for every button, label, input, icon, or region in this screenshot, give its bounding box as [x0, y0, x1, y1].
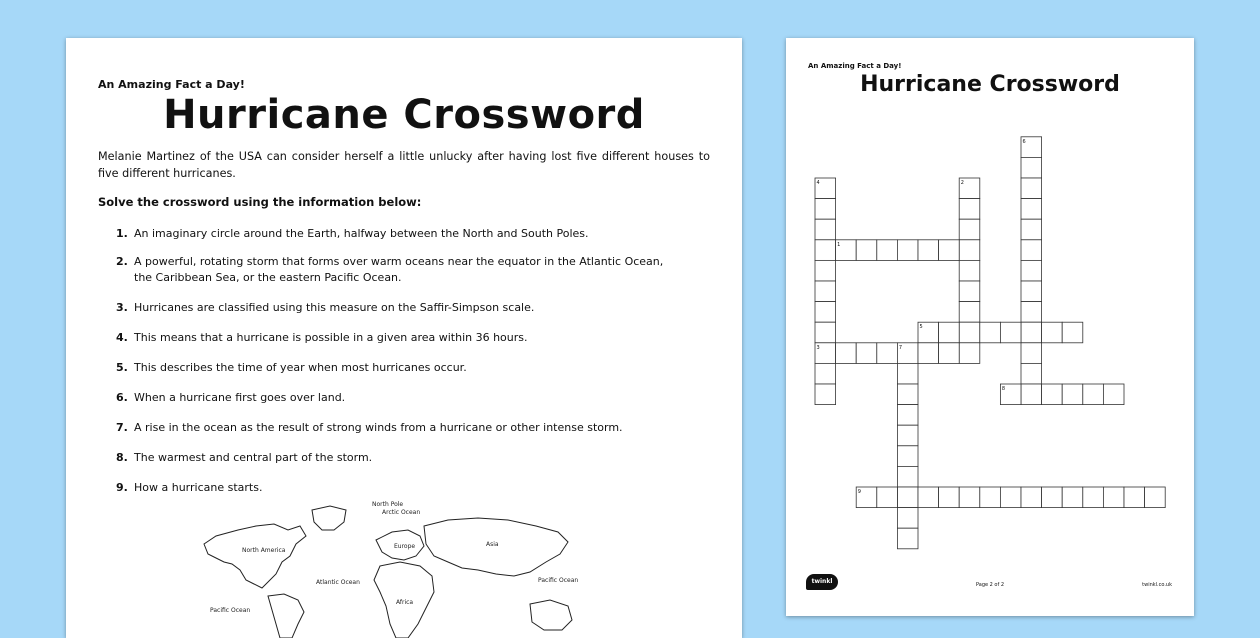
crossword-title: Hurricane Crossword [860, 72, 1120, 97]
crossword-clue-number: 2 [960, 180, 964, 186]
crossword-cell [856, 240, 877, 261]
worksheet-title: Hurricane Crossword [163, 92, 645, 138]
continent-north-america [204, 524, 306, 588]
clue-number: 9. [116, 481, 128, 494]
crossword-cell [1083, 487, 1104, 508]
crossword-cell [1021, 281, 1042, 302]
crossword-cell [1062, 322, 1083, 343]
clue-item [116, 480, 676, 496]
crossword-clue-number: 8 [1001, 386, 1006, 392]
worksheet-page-crossword [786, 38, 1194, 616]
clue-item [116, 226, 676, 242]
crossword-cell [1062, 384, 1083, 405]
crossword-cell [959, 281, 980, 302]
crossword-cell [939, 240, 960, 261]
crossword-cell [1042, 487, 1063, 508]
clue-item [116, 300, 676, 316]
clue-text: Hurricanes are classified using this measure on the Saffir-Simpson scale. [134, 301, 535, 314]
crossword-cell [1021, 302, 1042, 323]
crossword-cell [1103, 384, 1124, 405]
map-label-arctic: Arctic Ocean [382, 509, 421, 516]
clue-number: 2. [116, 255, 128, 268]
crossword-cell [1042, 322, 1063, 343]
crossword-cell [897, 508, 918, 529]
clue-text: This describes the time of year when most hurricanes occur. [134, 361, 467, 374]
crossword-cell [1145, 487, 1166, 508]
crossword-cell [897, 446, 918, 467]
crossword-clue-number: 9 [857, 489, 861, 495]
map-label-north-america: North America [242, 547, 286, 554]
crossword-cell [897, 363, 918, 384]
clue-number: 6. [116, 391, 128, 404]
crossword-cell [815, 219, 836, 240]
crossword-cell [980, 322, 1001, 343]
brand-logo: twinkl [806, 574, 838, 590]
crossword-cell [856, 343, 877, 364]
crossword-cell [1062, 487, 1083, 508]
crossword-cell [1021, 219, 1042, 240]
crossword-cell [1103, 487, 1124, 508]
crossword-cell [1021, 178, 1042, 199]
clue-text: When a hurricane first goes over land. [134, 391, 346, 404]
map-label-europe: Europe [394, 543, 416, 550]
clue-item [116, 390, 676, 406]
crossword-cell [939, 487, 960, 508]
clue-item [116, 254, 676, 286]
clue-text: A rise in the ocean as the result of strong winds from a hurricane or other intense storm. [134, 421, 623, 434]
worksheet-intro: Melanie Martinez of the USA can consider herself a little unlucky after having lost five different houses to five different hurricanes. [98, 150, 710, 180]
crossword-cell [897, 466, 918, 487]
clue-text: The warmest and central part of the storm. [134, 451, 373, 464]
map-label-pacific-left: Pacific Ocean [210, 607, 251, 614]
crossword-cell [959, 219, 980, 240]
crossword-cell [877, 487, 898, 508]
clue-number: 7. [116, 421, 128, 434]
map-label-north-pole: North Pole [372, 501, 404, 508]
crossword-cell [1124, 487, 1145, 508]
crossword-cell [815, 240, 836, 261]
crossword-cell [1021, 343, 1042, 364]
crossword-cell [836, 343, 857, 364]
crossword-cell [939, 322, 960, 343]
clue-number: 4. [116, 331, 128, 344]
crossword-cell [1042, 384, 1063, 405]
crossword-cell [959, 240, 980, 261]
map-label-asia: Asia [486, 541, 499, 548]
crossword-clue-number: 1 [837, 241, 841, 248]
crossword-kicker: An Amazing Fact a Day! [808, 62, 902, 70]
crossword-cell [918, 487, 939, 508]
clue-number: 3. [116, 301, 128, 314]
crossword-cell [959, 302, 980, 323]
crossword-cell [1021, 240, 1042, 261]
clue-text: A powerful, rotating storm that forms over warm oceans near the equator in the Atlantic Ocean, the Caribbean Sea, or the eastern Pacific Ocean. [134, 255, 664, 284]
crossword-grid [786, 38, 1194, 616]
crossword-clue-number: 4 [816, 180, 820, 186]
map-label-africa: Africa [396, 599, 414, 606]
continent-australia [530, 600, 572, 630]
crossword-clue-number: 3 [816, 344, 820, 351]
crossword-clue-number: 5 [919, 324, 923, 331]
crossword-cell [1021, 157, 1042, 178]
crossword-cell [1021, 363, 1042, 384]
crossword-cell [897, 425, 918, 446]
map-label-pacific-right: Pacific Ocean [538, 577, 579, 584]
clue-item [116, 330, 676, 346]
crossword-cell [1083, 384, 1104, 405]
site-url: twinkl.co.uk [1142, 582, 1172, 588]
crossword-cell [815, 281, 836, 302]
continent-greenland [312, 506, 346, 530]
clue-number: 5. [116, 361, 128, 374]
crossword-cell [815, 322, 836, 343]
crossword-cell [877, 240, 898, 261]
clue-item [116, 360, 676, 376]
worksheet-kicker: An Amazing Fact a Day! [98, 78, 245, 91]
crossword-cell [1021, 384, 1042, 405]
crossword-cell [959, 487, 980, 508]
crossword-cell [897, 240, 918, 261]
clue-text: An imaginary circle around the Earth, halfway between the North and South Poles. [134, 227, 589, 240]
crossword-cell [1021, 487, 1042, 508]
crossword-cell [815, 199, 836, 220]
crossword-cell [918, 343, 939, 364]
crossword-cell [959, 260, 980, 281]
crossword-cell [897, 405, 918, 426]
world-map [196, 500, 586, 638]
crossword-cell [959, 199, 980, 220]
crossword-clue-number: 7 [898, 344, 903, 351]
crossword-cell [815, 260, 836, 281]
crossword-cell [939, 343, 960, 364]
clue-number: 1. [116, 227, 128, 240]
crossword-cell [897, 487, 918, 508]
map-label-atlantic: Atlantic Ocean [316, 579, 360, 586]
crossword-cell [918, 240, 939, 261]
clue-item [116, 420, 676, 436]
crossword-cell [959, 322, 980, 343]
crossword-cell [897, 528, 918, 549]
crossword-cell [1000, 322, 1021, 343]
crossword-cell [1021, 199, 1042, 220]
continent-south-america [268, 594, 304, 638]
crossword-cell [1021, 260, 1042, 281]
clue-item [116, 450, 676, 466]
crossword-cell [1021, 322, 1042, 343]
clue-text: This means that a hurricane is possible in a given area within 36 hours. [134, 331, 528, 344]
crossword-cell [1000, 487, 1021, 508]
crossword-cell [897, 384, 918, 405]
crossword-cell [877, 343, 898, 364]
crossword-clue-number: 6 [1022, 138, 1026, 145]
clue-text: How a hurricane starts. [134, 481, 263, 494]
crossword-cell [815, 384, 836, 405]
worksheet-page-clues [66, 38, 742, 638]
crossword-cell [815, 302, 836, 323]
crossword-cell [815, 363, 836, 384]
page-number: Page 2 of 2 [975, 582, 1005, 588]
crossword-cell [959, 343, 980, 364]
crossword-cell [980, 487, 1001, 508]
worksheet-instruction: Solve the crossword using the information below: [98, 195, 422, 209]
clue-number: 8. [116, 451, 128, 464]
